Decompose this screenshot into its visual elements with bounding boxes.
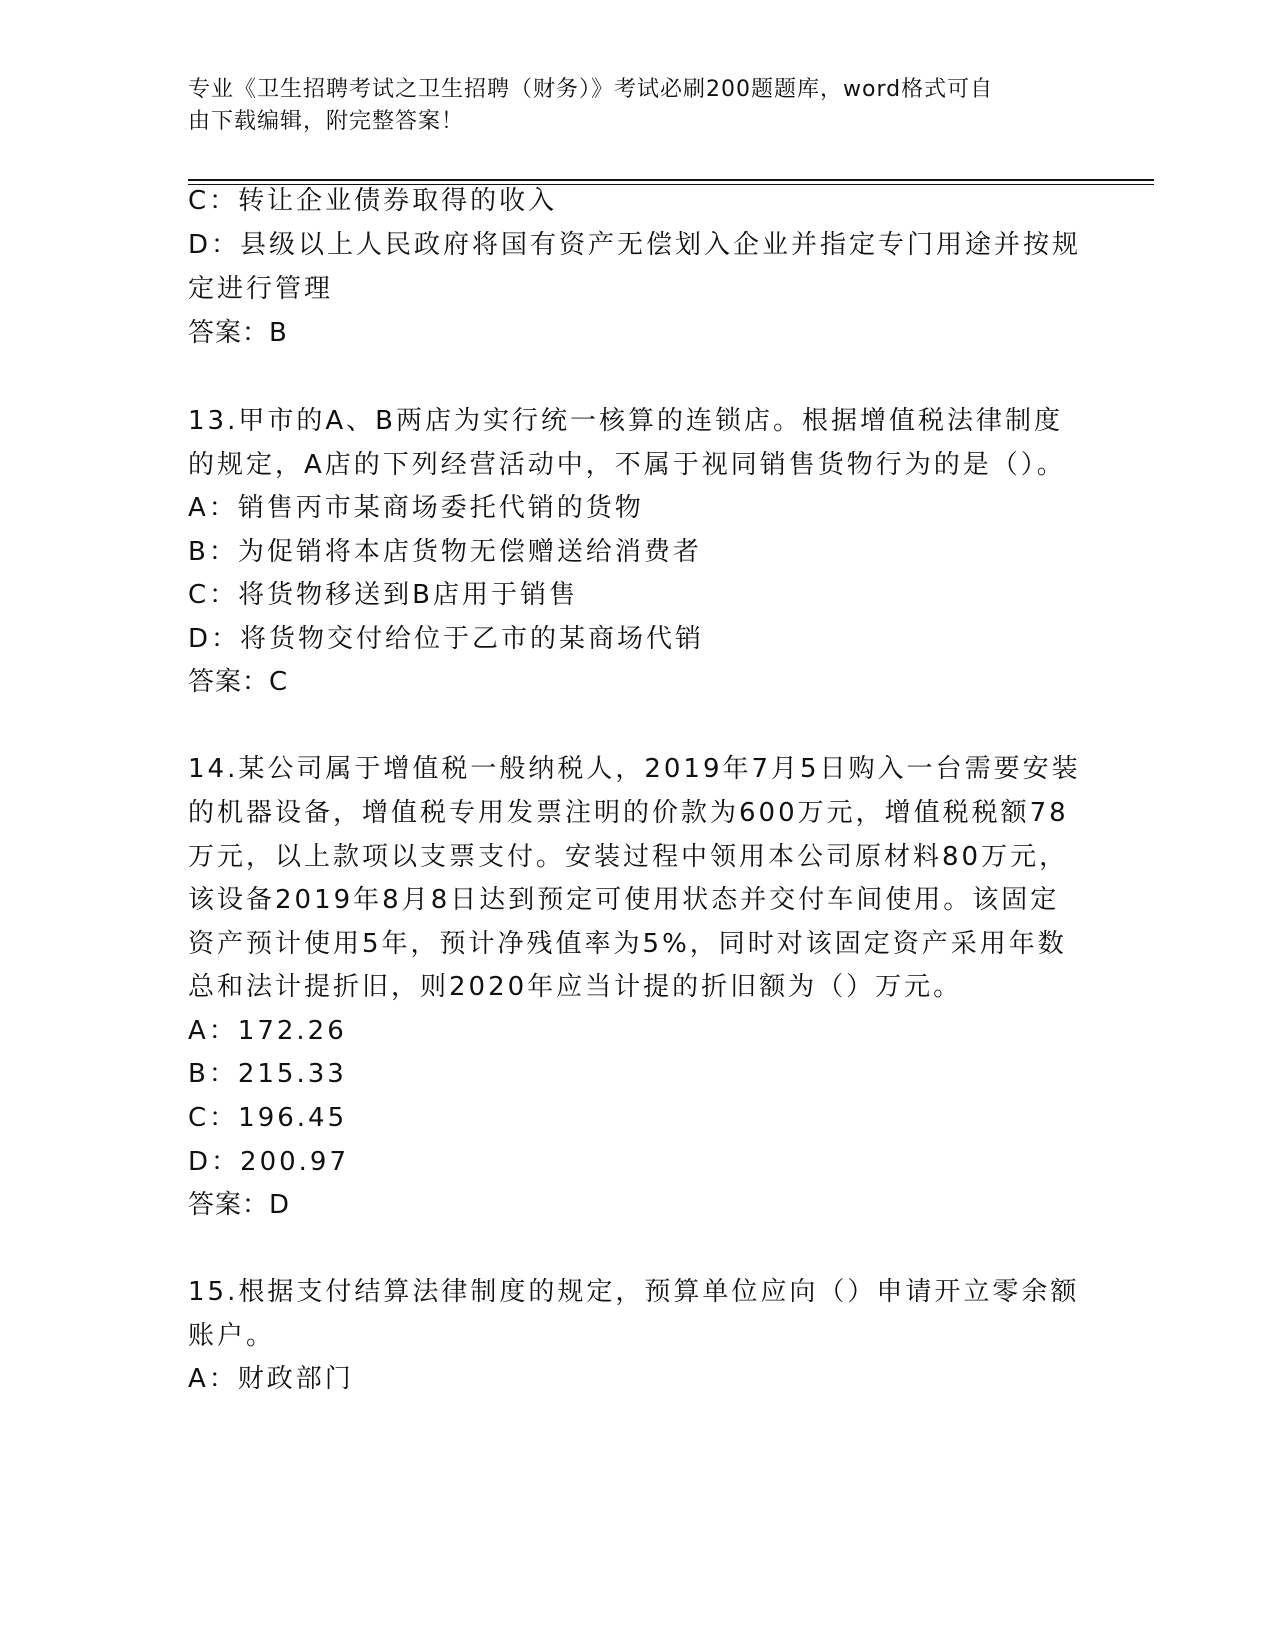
option-b-q14: B：215.33	[188, 1059, 347, 1089]
question-13-line-1: 13.甲市的A、B两店为实行统一核算的连锁店。根据增值税法律制度	[188, 406, 1063, 436]
question-14-line-6: 总和法计提折旧，则2020年应当计提的折旧额为（）万元。	[188, 972, 963, 1002]
question-14-line-1: 14.某公司属于增值税一般纳税人，2019年7月5日购入一台需要安装	[188, 754, 1081, 784]
answer-q14: 答案：D	[188, 1190, 291, 1220]
question-13-line-2: 的规定，A店的下列经营活动中，不属于视同销售货物行为的是（）。	[188, 450, 1066, 480]
question-14-line-5: 资产预计使用5年，预计净残值率为5%，同时对该固定资产采用年数	[188, 929, 1067, 959]
option-d-q12: D：县级以上人民政府将国有资产无偿划入企业并指定专门用途并按规	[188, 230, 1082, 260]
header-line-2: 由下载编辑，附完整答案！	[188, 109, 465, 134]
option-c-q12: C：转让企业债券取得的收入	[188, 186, 558, 216]
option-d-q13: D：将货物交付给位于乙市的某商场代销	[188, 624, 705, 654]
option-c-q14: C：196.45	[188, 1103, 348, 1133]
option-d-q12-cont: 定进行管理	[188, 274, 334, 304]
answer-q13: 答案：C	[188, 667, 289, 697]
question-14-line-4: 该设备2019年8月8日达到预定可使用状态并交付车间使用。该固定	[188, 885, 1060, 915]
option-a-q14: A：172.26	[188, 1016, 347, 1046]
option-a-q15: A：财政部门	[188, 1364, 354, 1394]
option-b-q13: B：为促销将本店货物无偿赠送给消费者	[188, 537, 702, 567]
question-15-line-2: 账户。	[188, 1321, 276, 1351]
option-d-q14: D：200.97	[188, 1147, 349, 1177]
document-header	[188, 74, 1068, 138]
option-c-q13: C：将货物移送到B店用于销售	[188, 580, 578, 610]
answer-q12: 答案：B	[188, 318, 288, 348]
question-15-line-1: 15.根据支付结算法律制度的规定，预算单位应向（）申请开立零余额	[188, 1277, 1080, 1307]
question-14-line-3: 万元，以上款项以支票支付。安装过程中领用本公司原材料80万元，	[188, 842, 1069, 872]
option-a-q13: A：销售丙市某商场委托代销的货物	[188, 493, 644, 523]
header-line-1: 专业《卫生招聘考试之卫生招聘（财务）》考试必刷200题题库，word格式可自	[188, 77, 994, 102]
question-14-line-2: 的机器设备，增值税专用发票注明的价款为600万元，增值税税额78	[188, 798, 1069, 828]
